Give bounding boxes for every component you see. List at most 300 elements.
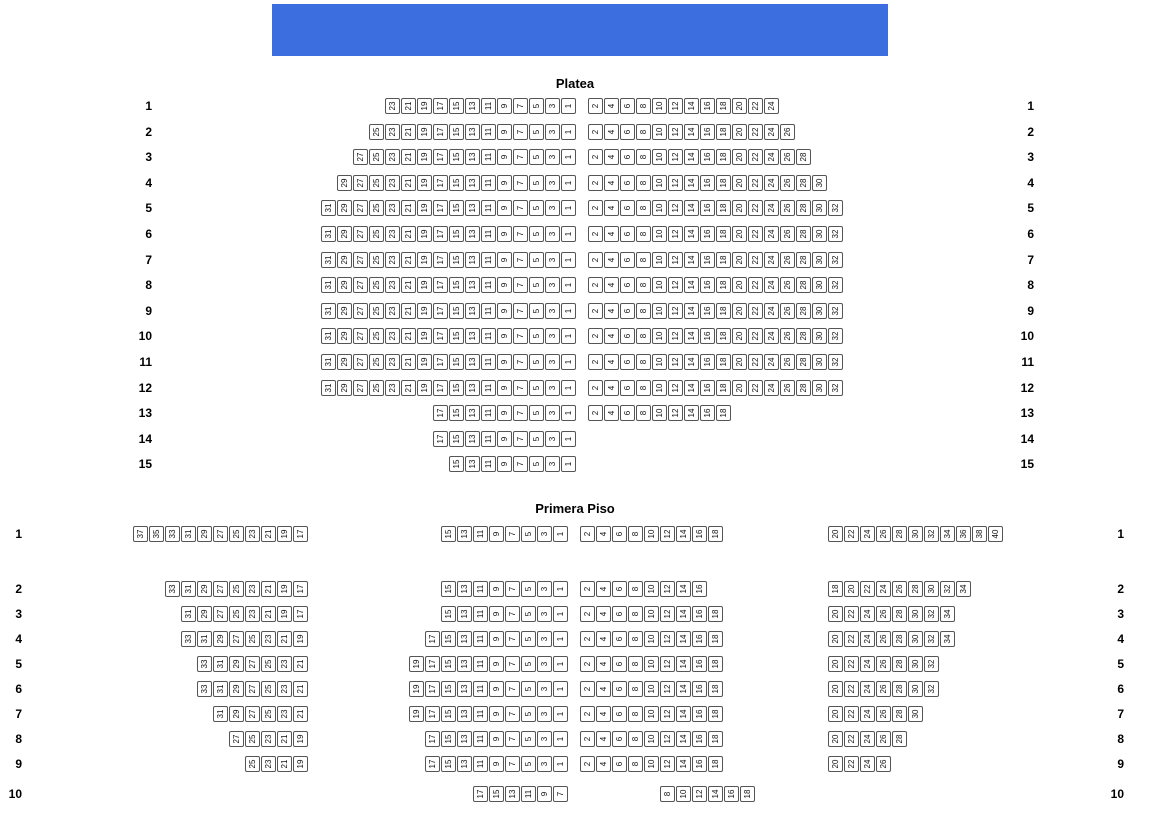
- seat[interactable]: 10: [644, 581, 659, 597]
- seat[interactable]: 4: [604, 405, 619, 421]
- seat[interactable]: 13: [465, 124, 480, 140]
- seat[interactable]: 5: [521, 581, 536, 597]
- seat[interactable]: 1: [561, 328, 576, 344]
- seat[interactable]: 5: [529, 354, 544, 370]
- seat[interactable]: 25: [261, 681, 276, 697]
- seat[interactable]: 29: [197, 606, 212, 622]
- seat[interactable]: 24: [764, 328, 779, 344]
- seat[interactable]: 30: [812, 303, 827, 319]
- seat[interactable]: 31: [321, 252, 336, 268]
- seat[interactable]: 31: [181, 581, 196, 597]
- seat[interactable]: 9: [497, 303, 512, 319]
- seat[interactable]: 1: [553, 756, 568, 772]
- seat[interactable]: 10: [644, 706, 659, 722]
- seat[interactable]: 23: [261, 731, 276, 747]
- seat[interactable]: 30: [812, 175, 827, 191]
- seat[interactable]: 11: [473, 581, 488, 597]
- seat[interactable]: 17: [433, 226, 448, 242]
- seat[interactable]: 11: [481, 200, 496, 216]
- seat[interactable]: 28: [892, 606, 907, 622]
- seat[interactable]: 11: [481, 175, 496, 191]
- seat[interactable]: 3: [537, 606, 552, 622]
- seat[interactable]: 17: [433, 303, 448, 319]
- seat[interactable]: 1: [561, 226, 576, 242]
- seat[interactable]: 28: [892, 731, 907, 747]
- seat[interactable]: 25: [369, 252, 384, 268]
- seat[interactable]: 12: [668, 226, 683, 242]
- seat[interactable]: 18: [708, 731, 723, 747]
- seat[interactable]: 15: [449, 380, 464, 396]
- seat[interactable]: 14: [684, 328, 699, 344]
- seat[interactable]: 30: [812, 252, 827, 268]
- seat[interactable]: 13: [465, 200, 480, 216]
- seat[interactable]: 25: [245, 731, 260, 747]
- seat[interactable]: 29: [337, 252, 352, 268]
- seat[interactable]: 17: [425, 631, 440, 647]
- seat[interactable]: 11: [481, 149, 496, 165]
- seat[interactable]: 12: [660, 581, 675, 597]
- seat[interactable]: 27: [353, 149, 368, 165]
- seat[interactable]: 24: [764, 149, 779, 165]
- seat[interactable]: 35: [149, 526, 164, 542]
- seat[interactable]: 16: [724, 786, 739, 802]
- seat[interactable]: 12: [668, 200, 683, 216]
- seat[interactable]: 22: [844, 681, 859, 697]
- seat[interactable]: 17: [433, 98, 448, 114]
- seat[interactable]: 19: [293, 731, 308, 747]
- seat[interactable]: 13: [457, 706, 472, 722]
- seat[interactable]: 13: [465, 252, 480, 268]
- seat[interactable]: 20: [732, 328, 747, 344]
- seat[interactable]: 1: [553, 731, 568, 747]
- seat[interactable]: 20: [828, 656, 843, 672]
- seat[interactable]: 11: [521, 786, 536, 802]
- seat[interactable]: 18: [716, 200, 731, 216]
- seat[interactable]: 5: [521, 526, 536, 542]
- seat[interactable]: 19: [417, 98, 432, 114]
- seat[interactable]: 21: [293, 656, 308, 672]
- seat[interactable]: 21: [401, 380, 416, 396]
- seat[interactable]: 29: [213, 631, 228, 647]
- seat[interactable]: 26: [876, 631, 891, 647]
- seat[interactable]: 27: [353, 175, 368, 191]
- seat[interactable]: 13: [465, 175, 480, 191]
- seat[interactable]: 9: [489, 581, 504, 597]
- seat[interactable]: 11: [481, 456, 496, 472]
- seat[interactable]: 26: [876, 731, 891, 747]
- seat[interactable]: 13: [457, 526, 472, 542]
- seat[interactable]: 4: [604, 175, 619, 191]
- seat[interactable]: 5: [521, 656, 536, 672]
- seat[interactable]: 19: [409, 681, 424, 697]
- seat[interactable]: 5: [529, 431, 544, 447]
- seat[interactable]: 4: [604, 380, 619, 396]
- seat[interactable]: 13: [465, 380, 480, 396]
- seat[interactable]: 22: [748, 252, 763, 268]
- seat[interactable]: 4: [596, 581, 611, 597]
- seat[interactable]: 13: [465, 328, 480, 344]
- seat[interactable]: 7: [505, 656, 520, 672]
- seat[interactable]: 25: [261, 706, 276, 722]
- seat[interactable]: 27: [353, 328, 368, 344]
- seat[interactable]: 29: [337, 226, 352, 242]
- seat[interactable]: 27: [353, 354, 368, 370]
- seat[interactable]: 3: [537, 581, 552, 597]
- seat[interactable]: 24: [860, 606, 875, 622]
- seat[interactable]: 13: [457, 681, 472, 697]
- seat[interactable]: 11: [481, 98, 496, 114]
- seat[interactable]: 8: [628, 756, 643, 772]
- seat[interactable]: 29: [337, 200, 352, 216]
- seat[interactable]: 17: [433, 405, 448, 421]
- seat[interactable]: 16: [700, 124, 715, 140]
- seat[interactable]: 17: [433, 354, 448, 370]
- seat[interactable]: 4: [604, 277, 619, 293]
- seat[interactable]: 2: [588, 277, 603, 293]
- seat[interactable]: 7: [513, 380, 528, 396]
- seat[interactable]: 20: [828, 526, 843, 542]
- seat[interactable]: 4: [604, 200, 619, 216]
- seat[interactable]: 14: [684, 149, 699, 165]
- seat[interactable]: 20: [732, 380, 747, 396]
- seat[interactable]: 16: [692, 606, 707, 622]
- seat[interactable]: 30: [924, 581, 939, 597]
- seat[interactable]: 25: [229, 606, 244, 622]
- seat[interactable]: 8: [636, 252, 651, 268]
- seat[interactable]: 5: [521, 606, 536, 622]
- seat[interactable]: 7: [513, 124, 528, 140]
- seat[interactable]: 28: [796, 252, 811, 268]
- seat[interactable]: 17: [433, 252, 448, 268]
- seat[interactable]: 25: [369, 277, 384, 293]
- seat[interactable]: 28: [892, 656, 907, 672]
- seat[interactable]: 25: [261, 656, 276, 672]
- seat[interactable]: 3: [545, 405, 560, 421]
- seat[interactable]: 14: [676, 631, 691, 647]
- seat[interactable]: 9: [489, 631, 504, 647]
- seat[interactable]: 5: [529, 405, 544, 421]
- seat[interactable]: 14: [684, 175, 699, 191]
- seat[interactable]: 13: [457, 581, 472, 597]
- seat[interactable]: 21: [261, 581, 276, 597]
- seat[interactable]: 27: [353, 277, 368, 293]
- seat[interactable]: 7: [513, 354, 528, 370]
- seat[interactable]: 30: [812, 277, 827, 293]
- seat[interactable]: 2: [580, 581, 595, 597]
- seat[interactable]: 9: [497, 98, 512, 114]
- seat[interactable]: 7: [513, 405, 528, 421]
- seat[interactable]: 21: [401, 124, 416, 140]
- seat[interactable]: 36: [956, 526, 971, 542]
- seat[interactable]: 6: [620, 98, 635, 114]
- seat[interactable]: 11: [481, 354, 496, 370]
- seat[interactable]: 5: [529, 149, 544, 165]
- seat[interactable]: 10: [652, 380, 667, 396]
- seat[interactable]: 5: [529, 303, 544, 319]
- seat[interactable]: 10: [676, 786, 691, 802]
- seat[interactable]: 8: [636, 124, 651, 140]
- seat[interactable]: 16: [692, 681, 707, 697]
- seat[interactable]: 27: [353, 303, 368, 319]
- seat[interactable]: 8: [636, 226, 651, 242]
- seat[interactable]: 1: [553, 706, 568, 722]
- seat[interactable]: 2: [580, 631, 595, 647]
- seat[interactable]: 12: [668, 328, 683, 344]
- seat[interactable]: 12: [660, 731, 675, 747]
- seat[interactable]: 18: [708, 756, 723, 772]
- seat[interactable]: 3: [545, 380, 560, 396]
- seat[interactable]: 8: [636, 175, 651, 191]
- seat[interactable]: 4: [596, 631, 611, 647]
- seat[interactable]: 10: [644, 731, 659, 747]
- seat[interactable]: 6: [612, 526, 627, 542]
- seat[interactable]: 11: [473, 731, 488, 747]
- seat[interactable]: 24: [764, 380, 779, 396]
- seat[interactable]: 6: [620, 175, 635, 191]
- seat[interactable]: 1: [553, 606, 568, 622]
- seat[interactable]: 7: [505, 756, 520, 772]
- seat[interactable]: 15: [449, 226, 464, 242]
- seat[interactable]: 7: [513, 431, 528, 447]
- seat[interactable]: 26: [876, 681, 891, 697]
- seat[interactable]: 27: [245, 681, 260, 697]
- seat[interactable]: 3: [545, 277, 560, 293]
- seat[interactable]: 1: [561, 354, 576, 370]
- seat[interactable]: 21: [401, 277, 416, 293]
- seat[interactable]: 3: [537, 526, 552, 542]
- seat[interactable]: 4: [604, 328, 619, 344]
- seat[interactable]: 7: [513, 226, 528, 242]
- seat[interactable]: 15: [449, 149, 464, 165]
- seat[interactable]: 29: [229, 706, 244, 722]
- seat[interactable]: 5: [521, 681, 536, 697]
- seat[interactable]: 11: [481, 124, 496, 140]
- seat[interactable]: 11: [481, 252, 496, 268]
- seat[interactable]: 8: [660, 786, 675, 802]
- seat[interactable]: 16: [692, 756, 707, 772]
- seat[interactable]: 3: [545, 124, 560, 140]
- seat[interactable]: 9: [497, 252, 512, 268]
- seat[interactable]: 3: [545, 354, 560, 370]
- seat[interactable]: 6: [620, 405, 635, 421]
- seat[interactable]: 11: [473, 681, 488, 697]
- seat[interactable]: 16: [692, 526, 707, 542]
- seat[interactable]: 25: [369, 200, 384, 216]
- seat[interactable]: 28: [892, 631, 907, 647]
- seat[interactable]: 8: [636, 328, 651, 344]
- seat[interactable]: 24: [764, 226, 779, 242]
- seat[interactable]: 30: [908, 606, 923, 622]
- seat[interactable]: 15: [489, 786, 504, 802]
- seat[interactable]: 8: [636, 380, 651, 396]
- seat[interactable]: 5: [529, 328, 544, 344]
- seat[interactable]: 8: [636, 200, 651, 216]
- seat[interactable]: 21: [401, 98, 416, 114]
- seat[interactable]: 22: [748, 354, 763, 370]
- seat[interactable]: 33: [197, 656, 212, 672]
- seat[interactable]: 9: [497, 277, 512, 293]
- seat[interactable]: 14: [684, 252, 699, 268]
- seat[interactable]: 4: [604, 303, 619, 319]
- seat[interactable]: 10: [652, 175, 667, 191]
- seat[interactable]: 3: [545, 303, 560, 319]
- seat[interactable]: 13: [457, 606, 472, 622]
- seat[interactable]: 21: [401, 226, 416, 242]
- seat[interactable]: 26: [780, 328, 795, 344]
- seat[interactable]: 22: [844, 631, 859, 647]
- seat[interactable]: 15: [441, 581, 456, 597]
- seat[interactable]: 10: [644, 631, 659, 647]
- seat[interactable]: 9: [497, 456, 512, 472]
- seat[interactable]: 21: [401, 200, 416, 216]
- seat[interactable]: 6: [620, 380, 635, 396]
- seat[interactable]: 22: [748, 277, 763, 293]
- seat[interactable]: 12: [668, 149, 683, 165]
- seat[interactable]: 1: [561, 149, 576, 165]
- seat[interactable]: 7: [513, 303, 528, 319]
- seat[interactable]: 5: [529, 380, 544, 396]
- seat[interactable]: 15: [449, 175, 464, 191]
- seat[interactable]: 17: [433, 431, 448, 447]
- seat[interactable]: 22: [748, 149, 763, 165]
- seat[interactable]: 12: [668, 405, 683, 421]
- seat[interactable]: 26: [780, 277, 795, 293]
- seat[interactable]: 19: [417, 252, 432, 268]
- seat[interactable]: 25: [369, 354, 384, 370]
- seat[interactable]: 14: [676, 706, 691, 722]
- seat[interactable]: 21: [401, 175, 416, 191]
- seat[interactable]: 3: [545, 456, 560, 472]
- seat[interactable]: 31: [181, 526, 196, 542]
- seat[interactable]: 34: [940, 526, 955, 542]
- seat[interactable]: 17: [433, 380, 448, 396]
- seat[interactable]: 29: [337, 354, 352, 370]
- seat[interactable]: 25: [369, 226, 384, 242]
- seat[interactable]: 32: [828, 380, 843, 396]
- seat[interactable]: 22: [748, 380, 763, 396]
- seat[interactable]: 8: [628, 656, 643, 672]
- seat[interactable]: 12: [660, 756, 675, 772]
- seat[interactable]: 30: [908, 681, 923, 697]
- seat[interactable]: 1: [553, 631, 568, 647]
- seat[interactable]: 12: [668, 380, 683, 396]
- seat[interactable]: 30: [812, 354, 827, 370]
- seat[interactable]: 13: [465, 303, 480, 319]
- seat[interactable]: 15: [449, 303, 464, 319]
- seat[interactable]: 15: [449, 328, 464, 344]
- seat[interactable]: 22: [860, 581, 875, 597]
- seat[interactable]: 12: [660, 681, 675, 697]
- seat[interactable]: 26: [780, 149, 795, 165]
- seat[interactable]: 27: [213, 581, 228, 597]
- seat[interactable]: 13: [465, 354, 480, 370]
- seat[interactable]: 22: [844, 706, 859, 722]
- seat[interactable]: 6: [620, 252, 635, 268]
- seat[interactable]: 32: [924, 681, 939, 697]
- seat[interactable]: 5: [529, 175, 544, 191]
- seat[interactable]: 1: [561, 98, 576, 114]
- seat[interactable]: 10: [652, 149, 667, 165]
- seat[interactable]: 22: [844, 756, 859, 772]
- seat[interactable]: 17: [293, 606, 308, 622]
- seat[interactable]: 19: [417, 328, 432, 344]
- seat[interactable]: 1: [553, 526, 568, 542]
- seat[interactable]: 19: [417, 149, 432, 165]
- seat[interactable]: 30: [908, 631, 923, 647]
- seat[interactable]: 32: [924, 606, 939, 622]
- seat[interactable]: 26: [876, 706, 891, 722]
- seat[interactable]: 12: [668, 124, 683, 140]
- seat[interactable]: 9: [497, 431, 512, 447]
- seat[interactable]: 1: [553, 656, 568, 672]
- seat[interactable]: 19: [417, 277, 432, 293]
- seat[interactable]: 13: [505, 786, 520, 802]
- seat[interactable]: 23: [385, 124, 400, 140]
- seat[interactable]: 10: [652, 252, 667, 268]
- seat[interactable]: 31: [213, 681, 228, 697]
- seat[interactable]: 20: [828, 756, 843, 772]
- seat[interactable]: 2: [588, 252, 603, 268]
- seat[interactable]: 28: [796, 277, 811, 293]
- seat[interactable]: 14: [676, 731, 691, 747]
- seat[interactable]: 6: [612, 656, 627, 672]
- seat[interactable]: 2: [588, 98, 603, 114]
- seat[interactable]: 18: [708, 706, 723, 722]
- seat[interactable]: 1: [561, 124, 576, 140]
- seat[interactable]: 6: [620, 328, 635, 344]
- seat[interactable]: 22: [844, 656, 859, 672]
- seat[interactable]: 23: [385, 200, 400, 216]
- seat[interactable]: 16: [700, 380, 715, 396]
- seat[interactable]: 19: [417, 175, 432, 191]
- seat[interactable]: 1: [561, 405, 576, 421]
- seat[interactable]: 8: [636, 277, 651, 293]
- seat[interactable]: 3: [545, 328, 560, 344]
- seat[interactable]: 6: [620, 200, 635, 216]
- seat[interactable]: 1: [561, 200, 576, 216]
- seat[interactable]: 27: [353, 200, 368, 216]
- seat[interactable]: 7: [513, 456, 528, 472]
- seat[interactable]: 18: [716, 405, 731, 421]
- seat[interactable]: 16: [692, 656, 707, 672]
- seat[interactable]: 19: [417, 200, 432, 216]
- seat[interactable]: 12: [668, 354, 683, 370]
- seat[interactable]: 23: [277, 681, 292, 697]
- seat[interactable]: 14: [708, 786, 723, 802]
- seat[interactable]: 28: [892, 706, 907, 722]
- seat[interactable]: 22: [748, 124, 763, 140]
- seat[interactable]: 5: [529, 98, 544, 114]
- seat[interactable]: 14: [684, 98, 699, 114]
- seat[interactable]: 21: [401, 149, 416, 165]
- seat[interactable]: 23: [385, 226, 400, 242]
- seat[interactable]: 18: [708, 681, 723, 697]
- seat[interactable]: 18: [716, 98, 731, 114]
- seat[interactable]: 28: [796, 226, 811, 242]
- seat[interactable]: 14: [684, 303, 699, 319]
- seat[interactable]: 17: [425, 681, 440, 697]
- seat[interactable]: 24: [764, 277, 779, 293]
- seat[interactable]: 25: [369, 175, 384, 191]
- seat[interactable]: 5: [521, 706, 536, 722]
- seat[interactable]: 11: [473, 526, 488, 542]
- seat[interactable]: 16: [692, 731, 707, 747]
- seat[interactable]: 23: [277, 706, 292, 722]
- seat[interactable]: 34: [940, 631, 955, 647]
- seat[interactable]: 15: [441, 706, 456, 722]
- seat[interactable]: 17: [433, 124, 448, 140]
- seat[interactable]: 28: [796, 175, 811, 191]
